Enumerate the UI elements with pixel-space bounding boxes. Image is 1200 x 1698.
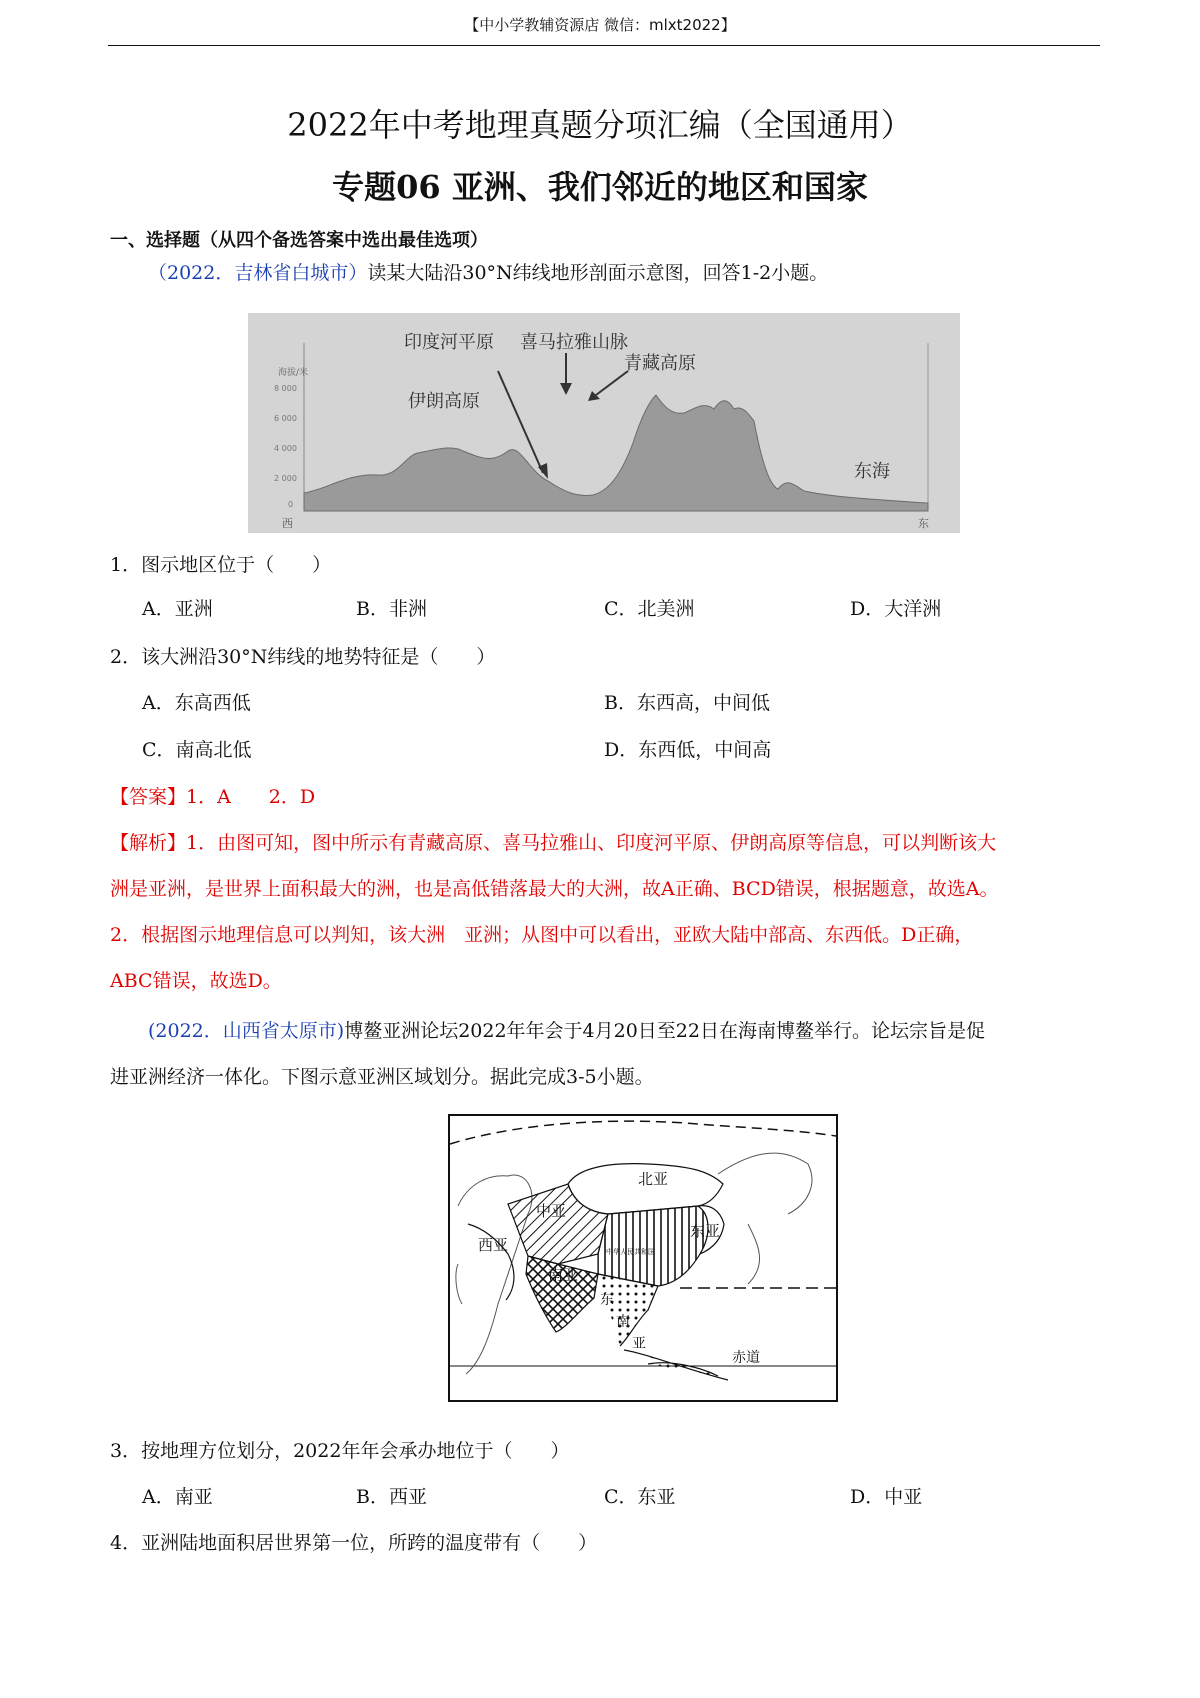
q1-option-c: C．北美洲 — [604, 598, 695, 620]
profile-tick-8000: 8 000 — [274, 384, 297, 393]
profile-tick-4000: 4 000 — [274, 444, 297, 453]
label-west: 西 — [282, 517, 293, 530]
map-label-southeast-2: 南 — [616, 1314, 630, 1330]
q2-option-a: A．东高西低 — [142, 692, 251, 714]
q4-stem: 4．亚洲陆地面积居世界第一位，所跨的温度带有（ ） — [110, 1532, 598, 1554]
label-iran-plateau: 伊朗高原 — [408, 391, 480, 412]
q3-option-c: C．东亚 — [604, 1486, 676, 1508]
group1-intro-text: 读某大陆沿30°N纬线地形剖面示意图，回答1-2小题。 — [367, 262, 829, 284]
analysis-1-line-1: 【解析】1．由图可知，图中所示有青藏高原、喜马拉雅山、印度河平原、伊朗高原等信息，可以判断该大 — [110, 832, 997, 854]
map-label-china: 中华人民共和国 — [606, 1248, 655, 1256]
map-label-south-asia: 南亚 — [548, 1266, 579, 1284]
section-heading: 一、选择题（从四个备选答案中选出最佳选项） — [110, 230, 488, 251]
document-subtitle: 专题06 亚洲、我们邻近的地区和国家 — [332, 168, 868, 206]
label-east: 东 — [918, 517, 929, 530]
analysis-1-line-2: 洲是亚洲，是世界上面积最大的洲，也是高低错落最大的大洲，故A正确、BCD错误，根据题意，故选A。 — [110, 878, 999, 900]
group1-intro — [148, 258, 828, 285]
answer-1: 【答案】1．A 2．D — [110, 786, 316, 808]
analysis-1-line-3: 2．根据图示地理信息可以判知，该大洲 亚洲；从图中可以看出，亚欧大陆中部高、东西低。D正确， — [110, 924, 974, 946]
q2-option-c: C．南高北低 — [142, 739, 252, 761]
profile-tick-2000: 2 000 — [274, 474, 297, 483]
profile-axis-title: 海拔/米 — [278, 368, 309, 378]
header-divider — [108, 45, 1100, 46]
q2-option-b: B．东西高，中间低 — [604, 692, 770, 714]
group2-intro-line-1 — [148, 1016, 985, 1043]
group1-source: （2022．吉林省白城市） — [148, 262, 368, 284]
q1-stem: 1．图示地区位于（ ） — [110, 554, 332, 576]
map-label-east-asia: 东亚 — [690, 1222, 721, 1240]
page-header: 【中小学教辅资源店 微信：mlxt2022】 — [464, 16, 736, 34]
terrain-profile-figure — [248, 313, 960, 533]
q2-option-d: D．东西低，中间高 — [604, 739, 772, 761]
q1-option-d: D．大洋洲 — [850, 598, 942, 620]
map-label-north-asia: 北亚 — [638, 1170, 669, 1188]
document-title: 2022年中考地理真题分项汇编（全国通用） — [287, 106, 913, 144]
q3-option-a: A．南亚 — [142, 1486, 213, 1508]
map-label-southeast-1: 东 — [600, 1292, 614, 1308]
q1-option-b: B．非洲 — [356, 598, 427, 620]
q3-option-b: B．西亚 — [356, 1486, 427, 1508]
analysis-1-line-4: ABC错误，故选D。 — [110, 970, 282, 992]
label-indus-plain: 印度河平原 — [404, 332, 494, 353]
profile-tick-6000: 6 000 — [274, 414, 297, 423]
map-label-equator: 赤道 — [732, 1350, 760, 1366]
group2-source: (2022．山西省太原市) — [148, 1020, 345, 1042]
label-tibet-plateau: 青藏高原 — [624, 353, 696, 374]
q2-stem: 2．该大洲沿30°N纬线的地势特征是（ ） — [110, 646, 496, 668]
map-label-west-asia: 西亚 — [478, 1236, 509, 1254]
map-label-southeast-3: 亚 — [632, 1336, 646, 1352]
q3-option-d: D．中亚 — [850, 1486, 923, 1508]
group2-intro-text-1: 博鳌亚洲论坛2022年年会于4月20日至22日在海南博鳌举行。论坛宗旨是促 — [344, 1020, 985, 1042]
q1-option-a: A．亚洲 — [142, 598, 213, 620]
map-label-central-asia: 中亚 — [536, 1202, 567, 1220]
label-himalaya: 喜马拉雅山脉 — [520, 332, 628, 353]
q3-stem: 3．按地理方位划分，2022年年会承办地位于（ ） — [110, 1440, 570, 1462]
label-east-sea: 东海 — [854, 461, 890, 482]
profile-tick-0: 0 — [288, 500, 294, 509]
asia-regions-map — [448, 1114, 838, 1402]
group2-intro-line-2: 进亚洲经济一体化。下图示意亚洲区域划分。据此完成3-5小题。 — [110, 1066, 654, 1088]
